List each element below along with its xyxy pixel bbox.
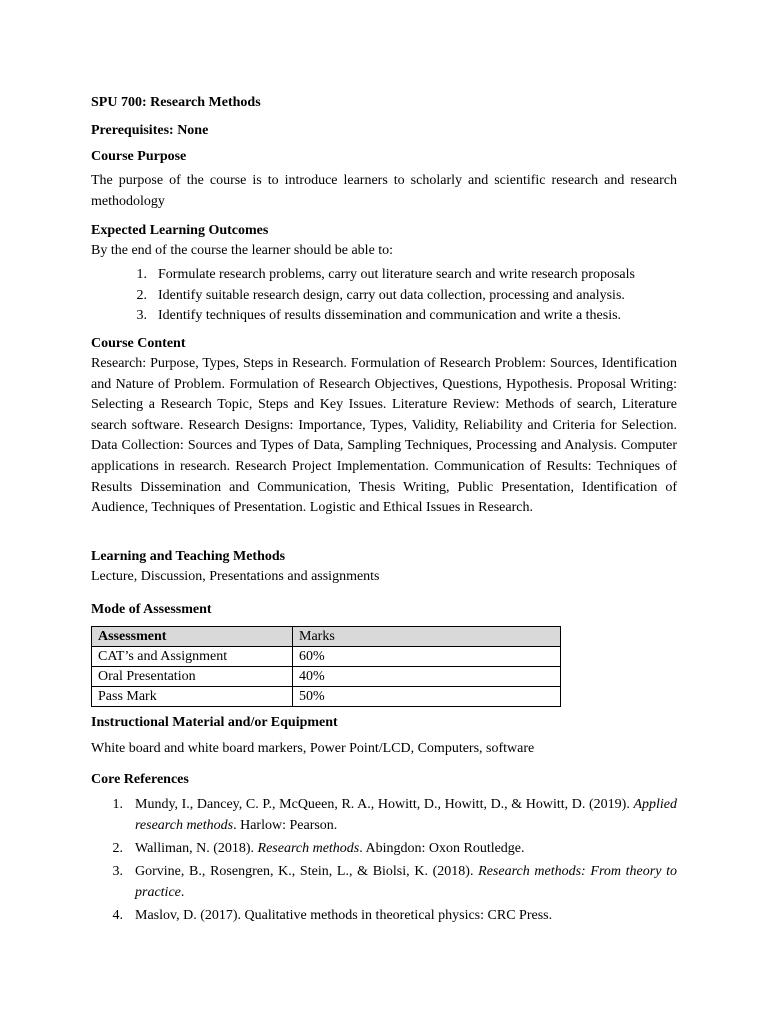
reference-text xyxy=(135,862,677,903)
list-item xyxy=(97,906,677,927)
table-cell: CAT’s and Assignment xyxy=(92,647,293,667)
table-cell: 50% xyxy=(293,687,561,707)
methods-text: Lecture, Discussion, Presentations and assignments xyxy=(91,569,380,584)
table-header-cell: Marks xyxy=(293,627,561,647)
reference-title: Research methods xyxy=(257,841,360,856)
table-cell: 40% xyxy=(293,667,561,687)
table-row xyxy=(92,647,561,667)
references-heading: Core References xyxy=(91,772,189,787)
reference-publisher: . Harlow: Pearson. xyxy=(233,817,338,833)
reference-publisher: . Abingdon: Oxon Routledge. xyxy=(359,841,525,856)
list-number: 1. xyxy=(136,267,147,282)
list-text: Formulate research problems, carry out literature search and write research proposals xyxy=(158,267,635,282)
list-text: Identify suitable research design, carry out data collection, processing and analysis. xyxy=(158,288,625,303)
purpose-text: The purpose of the course is to introduce learners to scholarly and scientific research and research methodology xyxy=(91,173,677,209)
purpose-heading: Course Purpose xyxy=(91,149,187,164)
table-row xyxy=(92,667,561,687)
reference-title: Applied research methods xyxy=(135,797,677,833)
list-number: 3. xyxy=(112,864,123,879)
course-title: SPU 700: Research Methods xyxy=(91,95,261,110)
reference-authors: Maslov, D. (2017). Qualitative methods in theoretical physics: CRC Press. xyxy=(135,908,553,923)
table-header-row xyxy=(92,627,561,647)
reference-authors: Mundy, I., Dancey, C. P., McQueen, R. A., Howitt, D., Howitt, D., & Howitt, D. (2019). xyxy=(135,797,630,812)
table-header-cell: Assessment xyxy=(92,627,293,647)
reference-text xyxy=(135,839,677,860)
reference-publisher: . xyxy=(180,884,185,900)
reference-title: Research methods: From theory to practice xyxy=(135,864,678,900)
table-cell: Oral Presentation xyxy=(92,667,293,687)
content-heading: Course Content xyxy=(91,336,186,351)
materials-text: White board and white board markers, Power Point/LCD, Computers, software xyxy=(91,741,535,756)
list-text: Identify techniques of results dissemination and communication and write a thesis. xyxy=(158,308,622,323)
content-text: Research: Purpose, Types, Steps in Research. Formulation of Research Problem: Sources, Identification and Nature of Problem. Formulation of Research Objectives, Questions, Hypothesis. Proposal Writing: Selecting a Research Topic, Steps and Key Issues. Literature Review: Methods of search, Literature search software. Research Designs: Importance, Types, Validity, Reliability and Criteria for Selection. Data Collection: Sources and Types of Data, Sampling Techniques, Processing and Analysis. Computer applications in research. Research Project Implementation. Communication of Results: Techniques of Results Dissemination and Communication, Thesis Writing, Public Presentation, Identification of Audience, Techniques of Presentation. Logistic and Ethical Issues in Research. xyxy=(91,356,677,516)
list-number: 1. xyxy=(112,797,123,812)
reference-authors: Gorvine, B., Rosengren, K., Stein, L., & Biolsi, K. (2018). xyxy=(135,864,474,879)
reference-text xyxy=(135,795,677,836)
list-number: 2. xyxy=(112,841,123,856)
methods-heading: Learning and Teaching Methods xyxy=(91,549,286,564)
reference-text xyxy=(135,906,677,927)
reference-authors: Walliman, N. (2018). xyxy=(135,841,255,856)
table-row xyxy=(92,687,561,707)
list-item xyxy=(97,839,677,860)
table-cell: Pass Mark xyxy=(92,687,293,707)
outcomes-heading: Expected Learning Outcomes xyxy=(91,223,269,238)
prerequisites: Prerequisites: None xyxy=(91,123,209,138)
assessment-heading: Mode of Assessment xyxy=(91,602,212,617)
list-item xyxy=(97,862,677,903)
list-number: 4. xyxy=(112,908,123,923)
list-number: 3. xyxy=(136,308,147,323)
materials-heading: Instructional Material and/or Equipment xyxy=(91,715,338,730)
list-number: 2. xyxy=(136,288,147,303)
assessment-table xyxy=(91,626,561,707)
table-cell: 60% xyxy=(293,647,561,667)
list-item xyxy=(97,795,677,836)
outcomes-intro: By the end of the course the learner should be able to: xyxy=(91,243,394,258)
